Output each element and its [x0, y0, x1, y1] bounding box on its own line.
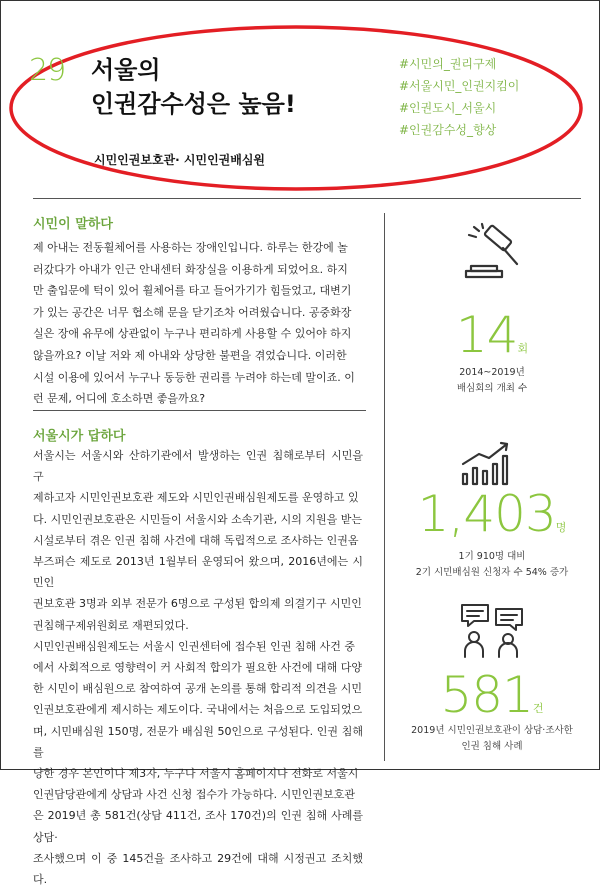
text-line: 인권담당관에게 상담과 사건 신청 접수가 가능하다. 시민인권보호관 — [33, 788, 356, 802]
text-line: 부즈퍼슨 제도로 2013년 1월부터 운영되어 왔으며, 2016년에는 시민인 — [33, 555, 363, 590]
text-line: 가 있는 공간은 너무 협소해 문을 닫기조차 어려웠습니다. 공중화장 — [33, 305, 352, 319]
text-line: 에서 사회적으로 영향력이 커 사회적 합의가 필요한 사건에 대해 다양 — [33, 661, 362, 675]
organization-label: 시민인권보호관· 시민인권배심원 — [94, 153, 266, 167]
text-line: 다. 시민인권보호관은 시민들이 서울시와 소속기관, 시의 지원을 받는 — [33, 512, 362, 526]
stat-unit: 회 — [517, 342, 529, 355]
section-title-city: 서울시가 답하다 — [33, 429, 126, 444]
text-line: 제 아내는 전동휠체어를 사용하는 장애인입니다. 하루는 한강에 놀 — [33, 241, 348, 254]
citizen-story — [33, 237, 363, 410]
text-line: 은 2019년 총 581건(상담 411건, 조사 170건)의 인권 침해 사례를 상담· — [33, 809, 363, 844]
stat-number: 14 — [455, 306, 518, 364]
caption-line: 2014~2019년 — [459, 367, 525, 378]
header — [1, 1, 599, 196]
hashtag: #서울시민_인권지킴이 — [399, 79, 520, 93]
text-line: 조사했으며 이 중 145건을 조사하고 29건에 대해 시정권고 조치했다. — [33, 851, 363, 887]
text-line: 러갔다가 아내가 인근 안내센터 화장실을 이용하게 되었어요. 하지 — [33, 262, 348, 276]
text-line: 권보호관 3명과 외부 전문가 6명으로 구성된 합의제 의결기구 시민인 — [33, 597, 362, 611]
text-line: 만 출입문에 턱이 있어 휠체어를 타고 들어가기가 힘들었고, 대변기 — [33, 284, 352, 298]
text-line: 인권보호관에게 제시하는 제도이다. 국내에서는 처음으로 도입되었으 — [33, 703, 363, 717]
stat-applicants-value — [385, 485, 599, 543]
stat-applicants — [385, 438, 599, 488]
caption-line: 2019년 시민인권보호관이 상담·조사한 — [411, 725, 573, 736]
stat-meetings-caption — [385, 365, 599, 397]
title-line-2: 인권감수성은 높음! — [91, 90, 296, 118]
title-line-1: 서울의 — [91, 56, 161, 84]
hashtag-list — [399, 53, 519, 141]
stat-cases-caption — [385, 723, 599, 755]
text-line: 당한 경우 본인이나 제3자, 누구나 서울시 홈페이지나 전화로 서울시 — [33, 767, 359, 781]
text-line: 런 문제, 어디에 호소하면 좋을까요? — [33, 392, 206, 406]
caption-line: 배심회의 개최 수 — [456, 383, 528, 394]
page-number: 29 — [29, 53, 66, 88]
hashtag: #인권감수성_향상 — [399, 123, 497, 137]
text-line: 않을까요? 이날 저와 제 아내와 상당한 불편을 겪었습니다. 이러한 — [33, 348, 347, 362]
stat-applicants-caption — [385, 549, 599, 581]
caption-line: 1기 910명 대비 — [458, 551, 526, 562]
gavel-icon — [457, 226, 527, 282]
text-line: 실은 장애 유무에 상관없이 누구나 편리하게 사용할 수 있어야 하지 — [33, 327, 352, 341]
top-divider — [33, 198, 581, 199]
text-line: 며, 시민배심원 150명, 전문가 배심원 50인으로 구성된다. 인권 침해를 — [33, 724, 363, 759]
caption-line: 인권 침해 사례 — [461, 741, 523, 752]
text-line: 제하고자 시민인권보호관 제도와 시민인권배심원제도를 운영하고 있 — [33, 491, 359, 505]
city-answer — [33, 445, 363, 890]
text-line: 서울시는 서울시와 산하기관에서 발생하는 인권 침해로부터 시민을 구 — [33, 449, 363, 484]
stat-cases-value — [385, 666, 599, 724]
growth-chart-icon — [457, 438, 527, 488]
text-line: 시민인권배심원제도는 서울시 인권센터에 접수된 인권 침해 사건 중 — [33, 639, 356, 653]
section-title-citizen: 시민이 말하다 — [33, 217, 113, 232]
hashtag: #시민의_권리구제 — [399, 57, 497, 71]
stat-number: 1,403 — [417, 485, 556, 543]
stat-cases — [385, 601, 599, 661]
stat-number: 581 — [440, 666, 533, 724]
stat-unit: 명 — [555, 521, 567, 534]
text-line: 한 시민이 배심원으로 참여하여 공개 논의를 통해 합리적 의견을 시민 — [33, 682, 362, 696]
text-line: 시설 이용에 있어서 누구나 동등한 권리를 누려야 하는데 말이죠. 이 — [33, 370, 355, 384]
stat-unit: 건 — [532, 702, 544, 715]
caption-line: 2기 시민배심원 신청자 수 54% 증가 — [415, 567, 569, 578]
stat-meetings — [385, 226, 599, 282]
stat-meetings-value — [385, 306, 599, 364]
page-title — [91, 53, 296, 121]
hashtag: #인권도시_서울시 — [399, 101, 497, 115]
section-divider — [33, 410, 366, 411]
text-line: 권침해구제위원회로 재편되었다. — [33, 618, 189, 632]
text-line: 시설로부터 겪은 인권 침해 사건에 대해 독립적으로 조사하는 인권옴 — [33, 533, 359, 547]
consultation-icon — [452, 601, 532, 661]
